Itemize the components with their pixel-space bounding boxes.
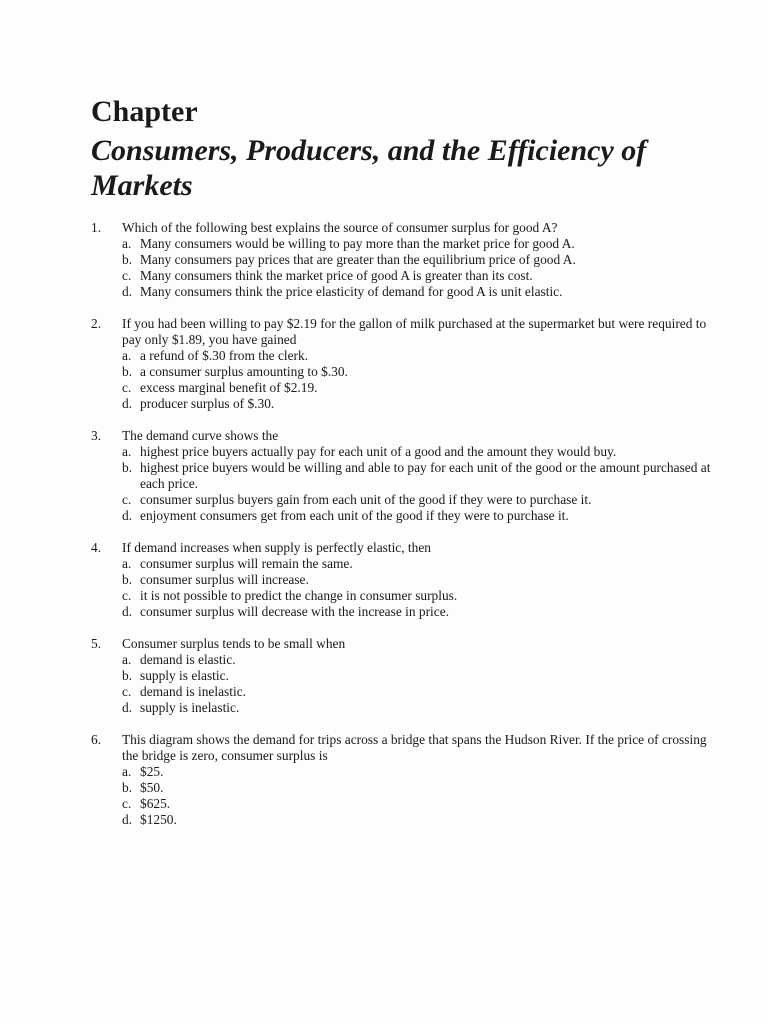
option-text: $50. bbox=[140, 780, 164, 795]
option-letter: c. bbox=[122, 796, 132, 811]
option-text: demand is elastic. bbox=[140, 652, 236, 667]
option-item bbox=[122, 556, 711, 572]
option-item bbox=[122, 348, 711, 364]
option-list bbox=[122, 236, 711, 300]
option-item bbox=[122, 252, 711, 268]
option-item bbox=[122, 588, 711, 604]
option-text: highest price buyers actually pay for each unit of a good and the amount they would buy. bbox=[140, 444, 617, 459]
option-text: demand is inelastic. bbox=[140, 684, 246, 699]
question-5 bbox=[91, 636, 711, 716]
option-text: it is not possible to predict the change in consumer surplus. bbox=[140, 588, 458, 603]
question-1 bbox=[91, 220, 711, 300]
option-item bbox=[122, 604, 711, 620]
option-text: Many consumers think the market price of good A is greater than its cost. bbox=[140, 268, 533, 283]
option-letter: c. bbox=[122, 684, 132, 699]
question-number: 6. bbox=[91, 732, 102, 747]
option-text: $625. bbox=[140, 796, 171, 811]
option-letter: b. bbox=[122, 572, 133, 587]
question-number: 1. bbox=[91, 220, 102, 235]
question-number: 3. bbox=[91, 428, 102, 443]
option-letter: d. bbox=[122, 284, 133, 299]
option-letter: b. bbox=[122, 252, 133, 267]
option-list bbox=[122, 444, 711, 524]
option-item bbox=[122, 572, 711, 588]
chapter-title: Consumers, Producers, and the Efficiency of Markets bbox=[91, 134, 647, 202]
option-item bbox=[122, 812, 711, 828]
option-text: consumer surplus will remain the same. bbox=[140, 556, 353, 571]
option-letter: a. bbox=[122, 764, 132, 779]
option-letter: b. bbox=[122, 668, 133, 683]
option-text: enjoyment consumers get from each unit of the good if they were to purchase it. bbox=[140, 508, 569, 523]
question-stem: The demand curve shows the bbox=[122, 428, 279, 443]
option-text: consumer surplus will decrease with the increase in price. bbox=[140, 604, 449, 619]
option-text: $25. bbox=[140, 764, 164, 779]
option-item bbox=[122, 684, 711, 700]
option-item bbox=[122, 444, 711, 460]
option-item bbox=[122, 796, 711, 812]
option-item bbox=[122, 780, 711, 796]
option-text: Many consumers would be willing to pay more than the market price for good A. bbox=[140, 236, 575, 251]
option-letter: b. bbox=[122, 460, 133, 475]
question-3 bbox=[91, 428, 711, 524]
option-letter: d. bbox=[122, 812, 133, 827]
option-text: supply is inelastic. bbox=[140, 700, 240, 715]
option-letter: d. bbox=[122, 604, 133, 619]
option-item bbox=[122, 700, 711, 716]
option-letter: a. bbox=[122, 556, 132, 571]
question-number: 4. bbox=[91, 540, 102, 555]
option-letter: c. bbox=[122, 492, 132, 507]
option-text: Many consumers pay prices that are greater than the equilibrium price of good A. bbox=[140, 252, 576, 267]
option-item bbox=[122, 364, 711, 380]
option-item bbox=[122, 668, 711, 684]
option-item bbox=[122, 492, 711, 508]
question-stem: Which of the following best explains the source of consumer surplus for good A? bbox=[122, 220, 558, 235]
option-letter: a. bbox=[122, 652, 132, 667]
option-list bbox=[122, 764, 711, 828]
option-item bbox=[122, 508, 711, 524]
option-item bbox=[122, 268, 711, 284]
option-item bbox=[122, 284, 711, 300]
option-list bbox=[122, 652, 711, 716]
option-item bbox=[122, 380, 711, 396]
option-text: supply is elastic. bbox=[140, 668, 229, 683]
option-letter: a. bbox=[122, 444, 132, 459]
option-item bbox=[122, 652, 711, 668]
question-4 bbox=[91, 540, 711, 620]
option-letter: c. bbox=[122, 588, 132, 603]
option-item bbox=[122, 460, 711, 492]
option-text: consumer surplus will increase. bbox=[140, 572, 309, 587]
option-letter: a. bbox=[122, 348, 132, 363]
option-letter: b. bbox=[122, 364, 133, 379]
option-letter: d. bbox=[122, 508, 133, 523]
option-letter: a. bbox=[122, 236, 132, 251]
question-stem: Consumer surplus tends to be small when bbox=[122, 636, 346, 651]
option-letter: c. bbox=[122, 268, 132, 283]
option-item bbox=[122, 236, 711, 252]
option-list bbox=[122, 556, 711, 620]
option-letter: d. bbox=[122, 396, 133, 411]
question-list bbox=[91, 220, 711, 844]
question-6 bbox=[91, 732, 711, 828]
question-stem: This diagram shows the demand for trips across a bridge that spans the Hudson River. If the price of crossing the bridge is zero, consumer surplus is bbox=[122, 732, 707, 763]
question-stem: If you had been willing to pay $2.19 for the gallon of milk purchased at the supermarket but were required to pay only $1.89, you have gained bbox=[122, 316, 707, 347]
option-text: consumer surplus buyers gain from each unit of the good if they were to purchase it. bbox=[140, 492, 592, 507]
option-text: a refund of $.30 from the clerk. bbox=[140, 348, 309, 363]
option-list bbox=[122, 348, 711, 412]
question-2 bbox=[91, 316, 711, 412]
option-item bbox=[122, 396, 711, 412]
option-text: $1250. bbox=[140, 812, 177, 827]
option-text: Many consumers think the price elasticity of demand for good A is unit elastic. bbox=[140, 284, 563, 299]
question-number: 5. bbox=[91, 636, 102, 651]
option-text: excess marginal benefit of $2.19. bbox=[140, 380, 318, 395]
option-text: producer surplus of $.30. bbox=[140, 396, 275, 411]
option-item bbox=[122, 764, 711, 780]
option-text: a consumer surplus amounting to $.30. bbox=[140, 364, 348, 379]
option-text: highest price buyers would be willing and able to pay for each unit of the good or the amount purchased at each price. bbox=[140, 460, 711, 491]
option-letter: c. bbox=[122, 380, 132, 395]
chapter-label: Chapter bbox=[91, 95, 198, 128]
option-letter: d. bbox=[122, 700, 133, 715]
question-stem: If demand increases when supply is perfectly elastic, then bbox=[122, 540, 431, 555]
question-number: 2. bbox=[91, 316, 102, 331]
option-letter: b. bbox=[122, 780, 133, 795]
